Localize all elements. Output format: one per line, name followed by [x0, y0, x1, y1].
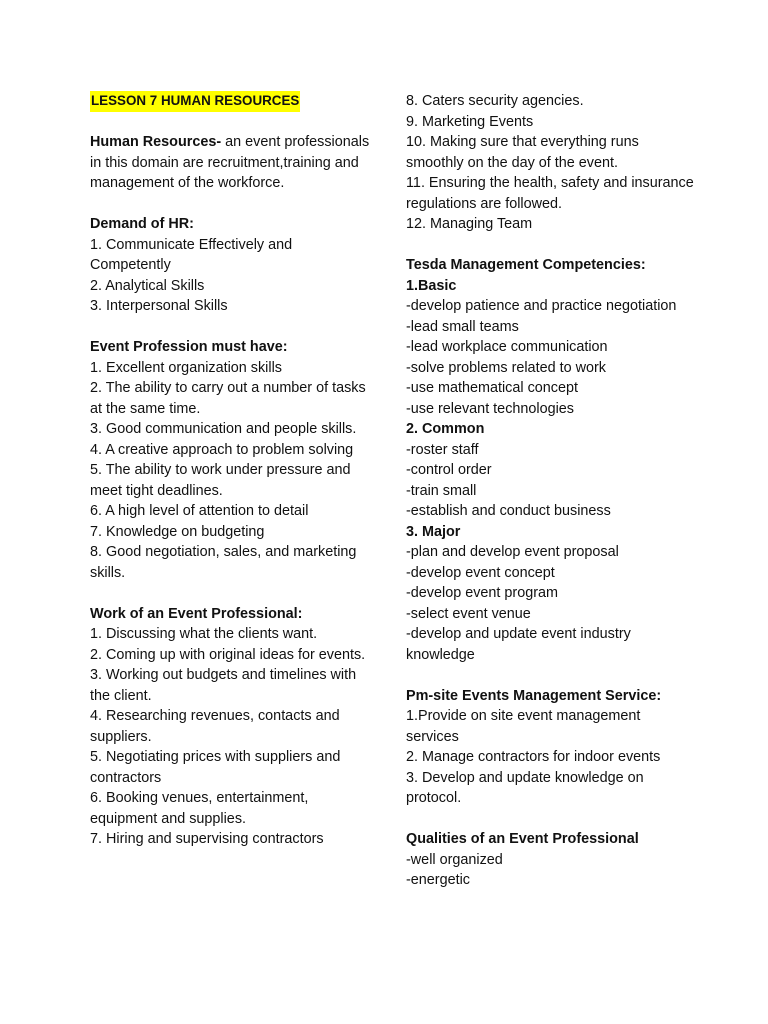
list-item: -develop event program [406, 585, 558, 601]
list-item: 1. Communicate Effectively and Competently [90, 236, 293, 273]
hr-term: Human Resources- [90, 134, 222, 150]
pmsite-list [406, 706, 696, 809]
list-item: -solve problems related to work [406, 359, 606, 376]
list-item: -control order [406, 462, 492, 478]
list-item: 4. A creative approach to problem solving [90, 441, 354, 458]
major-list [406, 542, 696, 665]
list-item: 11. Ensuring the health, safety and insurance regulations are followed. [406, 175, 694, 212]
list-item: 2. The ability to carry out a number of tasks at the same time. [90, 380, 366, 417]
major-heading: 3. Major [406, 523, 461, 540]
work-heading: Work of an Event Professional: [90, 605, 303, 622]
work-list [90, 624, 372, 850]
list-item: -develop event concept [406, 564, 555, 581]
list-item: -plan and develop event proposal [406, 544, 619, 560]
list-item: -lead small teams [406, 318, 519, 335]
list-item: 8. Caters security agencies. [406, 93, 584, 109]
hr-definition: an event professionals in this domain are recruitment,training and management of the workforce. [90, 134, 370, 191]
common-heading: 2. Common [406, 421, 485, 437]
must-have-list [90, 358, 372, 584]
list-item: -use mathematical concept [406, 380, 578, 396]
list-item: 5. The ability to work under pressure and meet tight deadlines. [90, 462, 351, 499]
demand-list [90, 235, 372, 317]
list-item: 2. Analytical Skills [90, 277, 205, 294]
list-item: -train small [406, 482, 477, 499]
work-list-continued [406, 91, 696, 235]
lesson-title: LESSON 7 HUMAN RESOURCES [90, 91, 300, 112]
list-item: 4. Researching revenues, contacts and suppliers. [90, 708, 340, 745]
list-item: -select event venue [406, 605, 531, 622]
qualities-list [406, 850, 696, 891]
list-item: 3. Working out budgets and timelines with the client. [90, 667, 357, 704]
list-item: 6. Booking venues, entertainment, equipment and supplies. [90, 790, 309, 827]
list-item: 2. Manage contractors for indoor events [406, 749, 661, 765]
list-item: 8. Good negotiation, sales, and marketing skills. [90, 544, 357, 581]
pmsite-heading: Pm-site Events Management Service: [406, 687, 662, 704]
demand-heading: Demand of HR: [90, 216, 194, 232]
list-item: 1.Provide on site event management services [406, 708, 641, 745]
list-item: -develop patience and practice negotiation [406, 298, 677, 314]
list-item: 1. Discussing what the clients want. [90, 626, 318, 642]
list-item: 10. Making sure that everything runs smoothly on the day of the event. [406, 134, 639, 171]
list-item: 1. Excellent organization skills [90, 359, 282, 376]
list-item: 5. Negotiating prices with suppliers and contractors [90, 749, 341, 786]
qualities-heading: Qualities of an Event Professional [406, 831, 639, 847]
list-item: 12. Managing Team [406, 216, 533, 232]
right-column [406, 91, 696, 891]
list-item: -well organized [406, 851, 503, 868]
list-item: -establish and conduct business [406, 503, 611, 519]
list-item: -develop and update event industry knowledge [406, 626, 631, 663]
left-column [90, 91, 372, 850]
basic-list [406, 296, 696, 419]
must-have-heading: Event Profession must have: [90, 339, 288, 355]
hr-definition-paragraph [90, 132, 372, 194]
list-item: 7. Hiring and supervising contractors [90, 831, 324, 847]
list-item: 3. Develop and update knowledge on protocol. [406, 769, 644, 806]
list-item: -roster staff [406, 441, 479, 458]
list-item: 3. Good communication and people skills. [90, 421, 357, 437]
list-item: 6. A high level of attention to detail [90, 503, 309, 519]
basic-heading: 1.Basic [406, 277, 457, 294]
list-item: 2. Coming up with original ideas for events. [90, 646, 366, 663]
list-item: -use relevant technologies [406, 400, 574, 417]
list-item: -lead workplace communication [406, 339, 608, 355]
list-item: 9. Marketing Events [406, 113, 534, 130]
list-item: -energetic [406, 872, 470, 888]
tesda-heading: Tesda Management Competencies: [406, 257, 646, 273]
list-item: 3. Interpersonal Skills [90, 298, 228, 314]
common-list [406, 440, 696, 522]
list-item: 7. Knowledge on budgeting [90, 523, 265, 540]
